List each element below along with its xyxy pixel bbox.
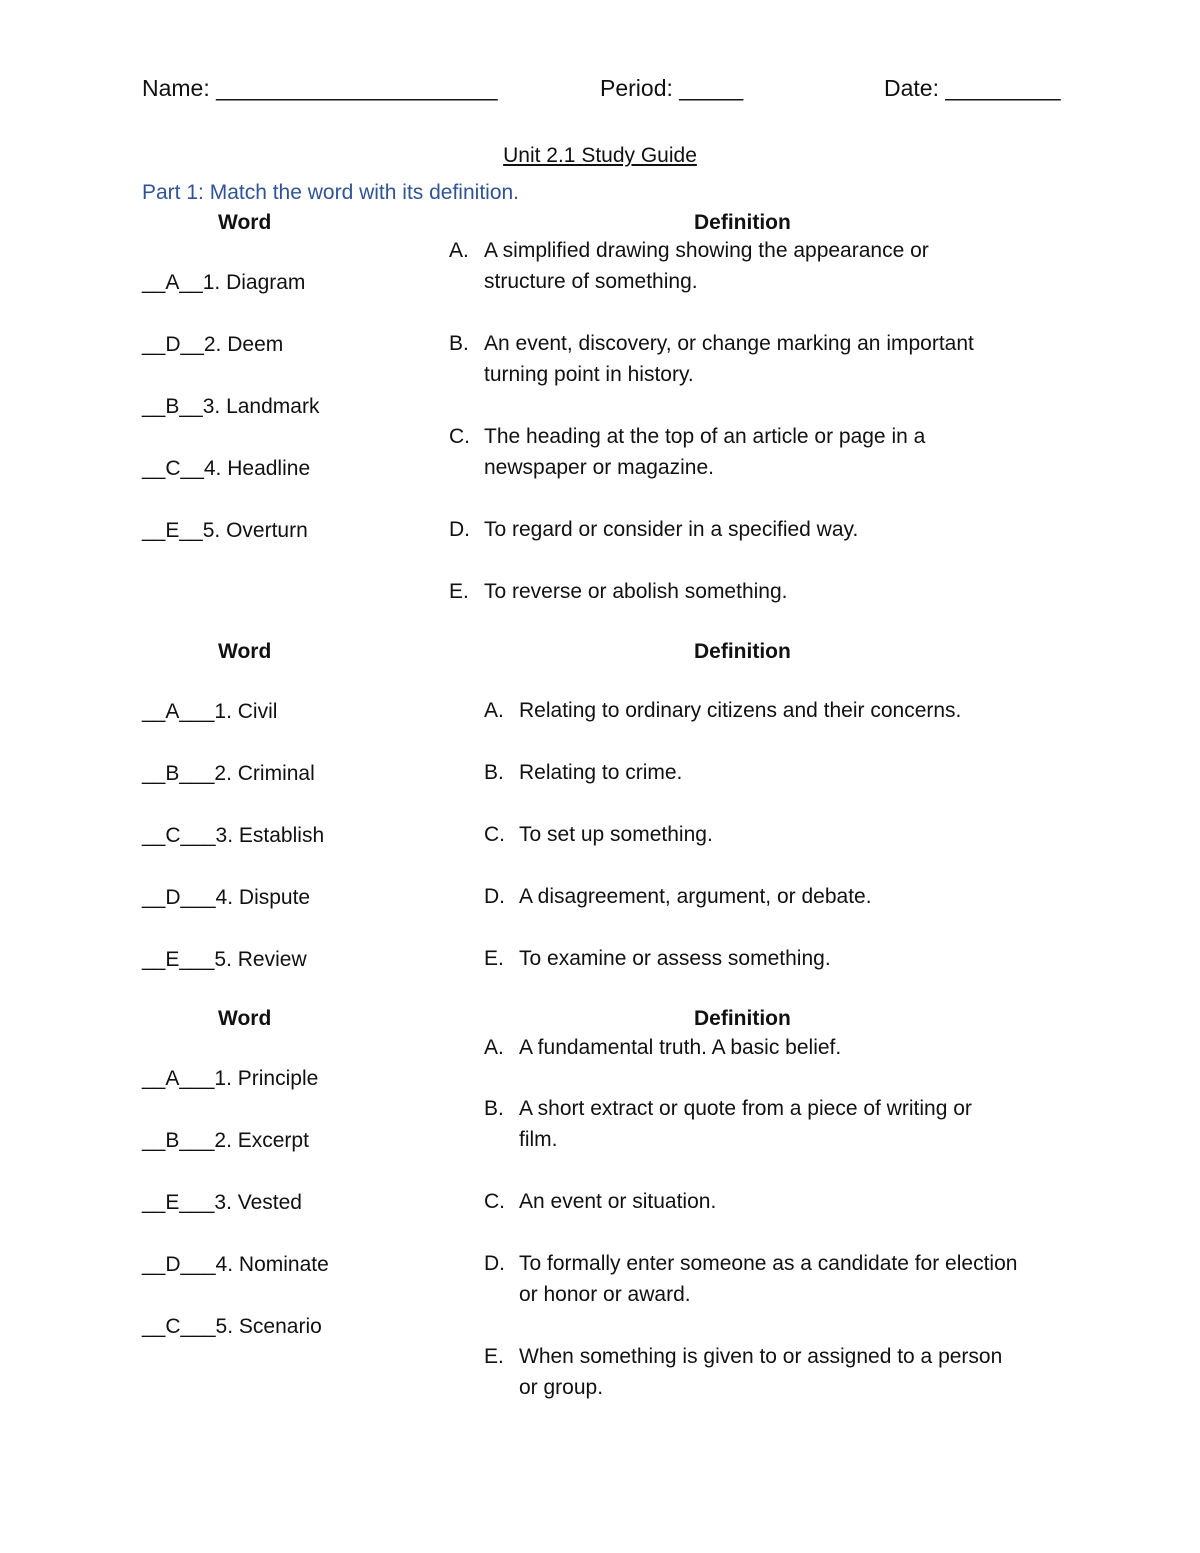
definition-letter: B. [484, 1097, 504, 1120]
section-1-word-header: Word [218, 211, 272, 234]
section-2-word-1: __A___1. Civil [142, 700, 278, 723]
section-2-word-4: __D___4. Dispute [142, 886, 311, 909]
definition-letter: C. [449, 425, 470, 448]
name-field-label: Name: ______________________ [142, 75, 498, 101]
section-1-definition-b [449, 328, 974, 390]
definition-line: or honor or award. [519, 1283, 691, 1306]
section-1-word-5: __E__5. Overturn [142, 519, 308, 542]
definition-letter: E. [484, 1345, 504, 1368]
section-3-word-2: __B___2. Excerpt [142, 1129, 309, 1152]
section-2-word-header: Word [218, 640, 272, 663]
definition-line: Relating to ordinary citizens and their concerns. [519, 699, 962, 722]
definition-line: The heading at the top of an article or page in a [484, 425, 926, 448]
section-2-word-5: __E___5. Review [142, 948, 307, 971]
definition-line: To reverse or abolish something. [484, 580, 788, 603]
page-title: Unit 2.1 Study Guide [503, 144, 697, 167]
definition-letter: D. [484, 885, 505, 908]
definition-letter: C. [484, 1190, 505, 1213]
section-2-definition-header: Definition [694, 640, 791, 663]
definition-line: To regard or consider in a specified way. [484, 518, 859, 541]
section-3-word-1: __A___1. Principle [142, 1067, 319, 1090]
section-3-word-5: __C___5. Scenario [142, 1315, 322, 1338]
section-2-word-2: __B___2. Criminal [142, 762, 315, 785]
section-2-definition-c [484, 819, 713, 850]
section-2-definition-d [484, 881, 872, 912]
section-1-definition-header: Definition [694, 211, 791, 234]
definition-letter: E. [484, 947, 504, 970]
definition-letter: A. [449, 239, 469, 262]
section-2-definition-e [484, 943, 831, 974]
definition-line: An event, discovery, or change marking an important [484, 332, 974, 355]
definition-letter: B. [449, 332, 469, 355]
definition-letter: B. [484, 761, 504, 784]
section-1-word-1: __A__1. Diagram [142, 271, 306, 294]
section-1-definition-d [449, 514, 858, 545]
definition-letter: A. [484, 699, 504, 722]
definition-letter: D. [449, 518, 470, 541]
definition-line: A short extract or quote from a piece of writing or [519, 1097, 972, 1120]
section-3-word-4: __D___4. Nominate [142, 1253, 329, 1276]
section-2-word-3: __C___3. Establish [142, 824, 325, 847]
section-3-word-header: Word [218, 1007, 272, 1030]
section-1-word-4: __C__4. Headline [142, 457, 311, 480]
section-1-definition-a [449, 235, 929, 297]
definition-letter: D. [484, 1252, 505, 1275]
definition-line: When something is given to or assigned to a person [519, 1345, 1003, 1368]
definition-line: structure of something. [484, 270, 698, 293]
definition-line: newspaper or magazine. [484, 456, 714, 479]
section-3-definition-a [484, 1032, 841, 1063]
date-field-label: Date: _________ [884, 75, 1061, 101]
definition-line: turning point in history. [484, 363, 694, 386]
definition-line: To formally enter someone as a candidate for election [519, 1252, 1018, 1275]
section-3-definition-header: Definition [694, 1007, 791, 1030]
period-field-label: Period: _____ [600, 75, 744, 101]
section-3-definition-c [484, 1186, 716, 1217]
definition-line: To examine or assess something. [519, 947, 831, 970]
section-1-word-2: __D__2. Deem [142, 333, 284, 356]
definition-line: A simplified drawing showing the appearance or [484, 239, 929, 262]
definition-line: A fundamental truth. A basic belief. [519, 1036, 842, 1059]
section-3-definition-d [484, 1248, 1017, 1310]
section-1-definition-c [449, 421, 925, 483]
definition-line: or group. [519, 1376, 604, 1399]
definition-line: To set up something. [519, 823, 713, 846]
part-1-instructions: Part 1: Match the word with its definition. [142, 181, 520, 204]
definition-letter: E. [449, 580, 469, 603]
definition-line: Relating to crime. [519, 761, 683, 784]
section-2-definition-a [484, 695, 961, 726]
section-3-definition-b [484, 1093, 972, 1155]
section-3-definition-e [484, 1341, 1002, 1403]
section-2-definition-b [484, 757, 682, 788]
section-3-word-3: __E___3. Vested [142, 1191, 302, 1214]
definition-line: A disagreement, argument, or debate. [519, 885, 872, 908]
section-1-word-3: __B__3. Landmark [142, 395, 320, 418]
definition-letter: A. [484, 1036, 504, 1059]
section-1-definition-e [449, 576, 788, 607]
definition-letter: C. [484, 823, 505, 846]
definition-line: film. [519, 1128, 558, 1151]
definition-line: An event or situation. [519, 1190, 717, 1213]
